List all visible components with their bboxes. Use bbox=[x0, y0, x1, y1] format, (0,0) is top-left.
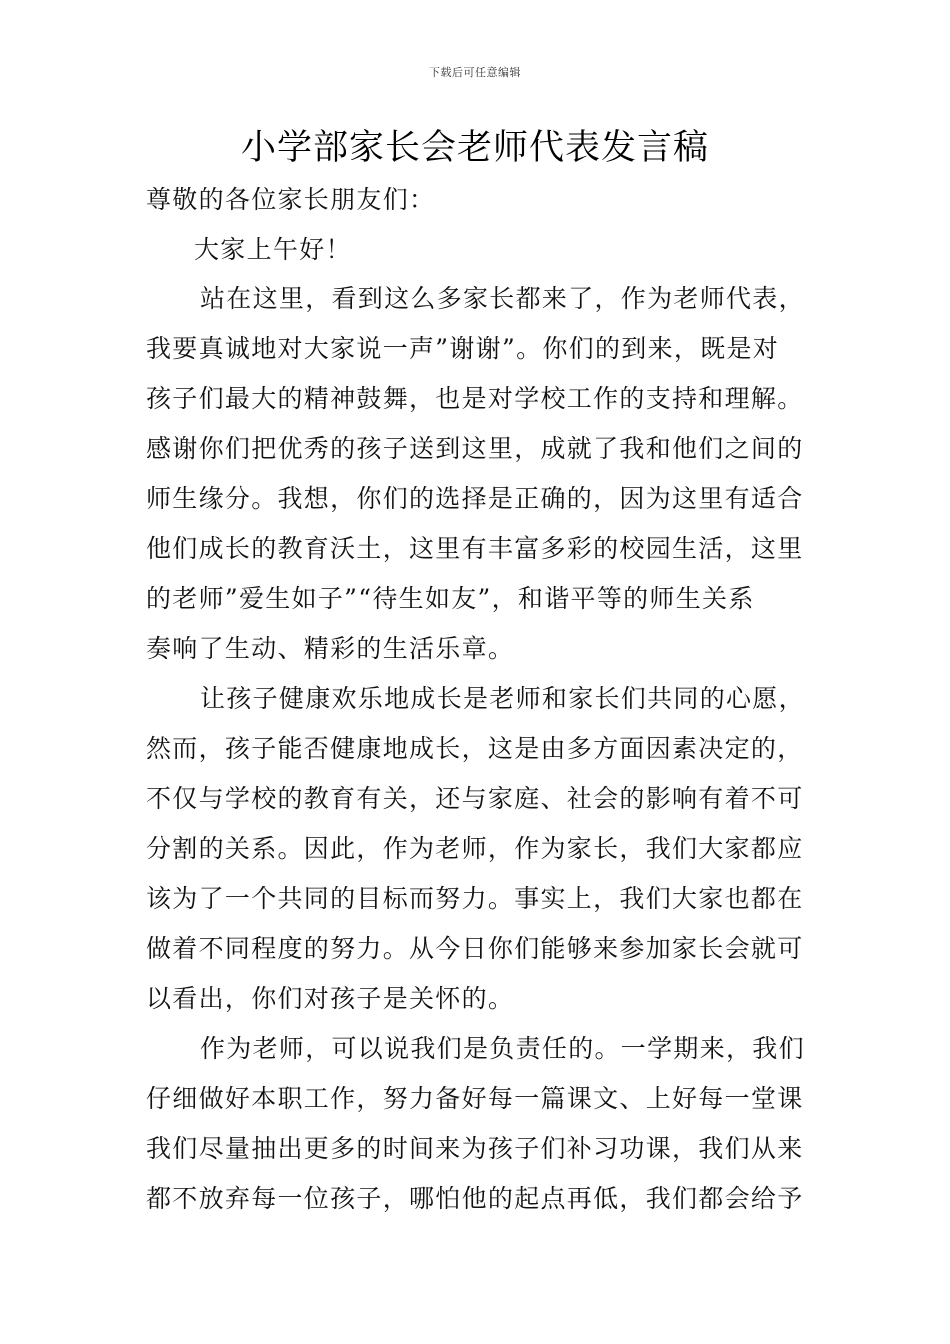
paragraph-line: 我们尽量抽出更多的时间来为孩子们补习功课，我们从来 bbox=[146, 1134, 804, 1163]
paragraph-line: 师生缘分。我想，你们的选择是正确的，因为这里有适合 bbox=[146, 484, 804, 513]
salutation: 尊敬的各位家长朋友们： bbox=[146, 185, 436, 214]
paragraph-line: 该为了一个共同的目标而努力。事实上，我们大家也都在 bbox=[146, 884, 804, 913]
paragraph-line: 我要真诚地对大家说一声”谢谢”。你们的到来，既是对 bbox=[146, 334, 780, 363]
paragraph-line: 站在这里，看到这么多家长都来了，作为老师代表， bbox=[200, 284, 805, 313]
paragraph-2 bbox=[146, 674, 810, 1024]
paragraph-line: 以看出，你们对孩子是关怀的。 bbox=[146, 984, 515, 1013]
greeting: 大家上午好！ bbox=[194, 235, 352, 264]
paragraph-line: 都不放弃每一位孩子，哪怕他的起点再低，我们都会给予 bbox=[146, 1184, 804, 1213]
paragraph-line: 他们成长的教育沃土，这里有丰富多彩的校园生活，这里 bbox=[146, 534, 804, 563]
paragraph-line: 做着不同程度的努力。从今日你们能够来参加家长会就可 bbox=[146, 934, 804, 963]
paragraph-line: 分割的关系。因此，作为老师，作为家长，我们大家都应 bbox=[146, 834, 804, 863]
paragraph-line: 然而，孩子能否健康地成长，这是由多方面因素决定的， bbox=[146, 734, 804, 763]
header-note: 下载后可任意编辑 bbox=[429, 66, 521, 79]
paragraph-line: 孩子们最大的精神鼓舞，也是对学校工作的支持和理解。 bbox=[146, 384, 804, 413]
paragraph-line: 奏响了生动、精彩的生活乐章。 bbox=[146, 634, 515, 663]
document-title: 小学部家长会老师代表发言稿 bbox=[240, 128, 709, 168]
paragraph-line: 让孩子健康欢乐地成长是老师和家长们共同的心愿， bbox=[200, 684, 805, 713]
paragraph-3 bbox=[146, 1024, 810, 1224]
paragraph-line: 感谢你们把优秀的孩子送到这里，成就了我和他们之间的 bbox=[146, 434, 804, 463]
paragraph-1 bbox=[146, 274, 810, 674]
paragraph-line: 仔细做好本职工作，努力备好每一篇课文、上好每一堂课 bbox=[146, 1084, 804, 1113]
paragraph-line: 不仅与学校的教育有关，还与家庭、社会的影响有着不可 bbox=[146, 784, 804, 813]
paragraph-line: 的老师”爱生如子”“待生如友”，和谐平等的师生关系 bbox=[146, 584, 755, 613]
paragraph-line: 作为老师，可以说我们是负责任的。一学期来，我们 bbox=[200, 1034, 805, 1063]
